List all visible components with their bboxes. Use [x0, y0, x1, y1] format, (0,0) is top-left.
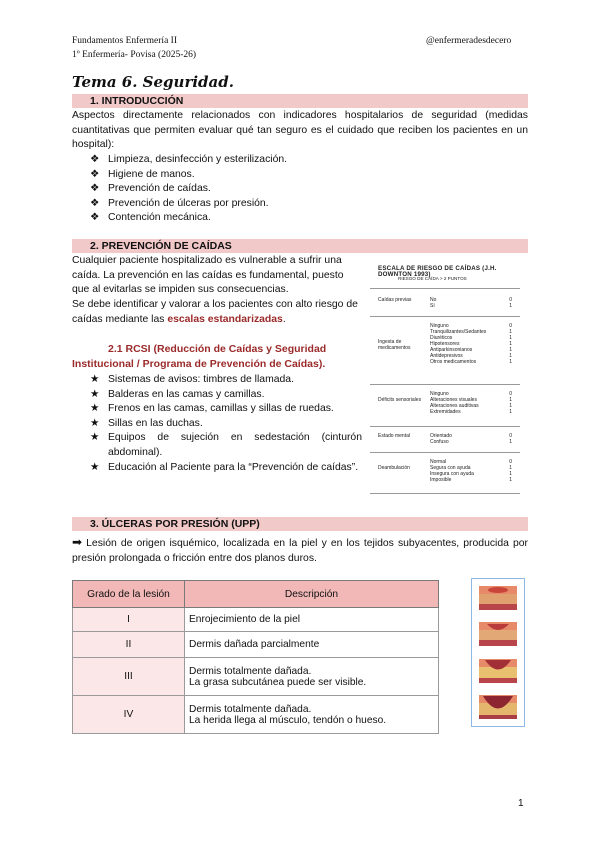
star-bullet-icon: ★	[90, 374, 100, 385]
table-header-row	[73, 581, 439, 608]
table-row	[73, 632, 439, 658]
star-bullet-icon: ★	[90, 432, 100, 444]
falls-para-2: Se debe identificar y valorar a los pacientes con alto riesgo de caídas mediante las escalas estandarizadas.	[72, 299, 358, 325]
diamond-bullet-icon: ❖	[90, 212, 100, 224]
list-item: ★ Equipos de sujeción en sedestación (cinturón abdominal).	[90, 432, 362, 458]
ulcer-stage-4-icon	[477, 691, 519, 721]
falls-para-1: Cualquier paciente hospitalizado es vulnerable a sufrir una caída. La prevención en las caídas es fundamental, puesto que al evitarlas se impiden sus consecuencias.	[72, 255, 344, 296]
star-bullet-icon: ★	[90, 388, 100, 400]
upp-table	[72, 580, 439, 734]
highlight-text: escalas estandarizadas	[167, 313, 283, 325]
header-sub: 1º Enfermería- Povisa (2025-26)	[72, 50, 197, 60]
desc-cell: Dermis dañada parcialmente	[185, 632, 439, 658]
list-item: ❖ Higiene de manos.	[108, 168, 287, 183]
scale-row: Caídas previas No Sí 0 1	[370, 288, 520, 317]
list-item: ★ Balderas en las camas y camillas.	[108, 388, 362, 403]
list-item: ★ Frenos en las camas, camillas y sillas de ruedas.	[108, 402, 362, 417]
grade-cell: II	[73, 632, 185, 658]
section-2-heading: 2. PREVENCIÓN DE CAÍDAS	[90, 240, 232, 252]
grade-cell: IV	[73, 696, 185, 734]
diamond-bullet-icon: ❖	[90, 168, 100, 180]
desc-cell: Dermis totalmente dañada. La herida llega al músculo, tendón o hueso.	[185, 696, 439, 734]
list-item: ❖ Limpieza, desinfección y esterilización.	[108, 153, 287, 168]
scale-row: Estado mental Orientado Confuso 0 1	[370, 426, 520, 453]
scale-row: Deambulación Normal Segura con ayuda Insegura con ayuda Imposible 0 1 1 1	[370, 452, 520, 494]
rcsi-heading-2: Institucional / Programa de Prevención de Caídas).	[72, 358, 326, 370]
header-course: Fundamentos Enfermería II	[72, 36, 177, 46]
table-header: Descripción	[185, 581, 439, 608]
fall-risk-scale	[370, 262, 520, 494]
table-header: Grado de la lesión	[73, 581, 185, 608]
desc-cell: Enrojecimiento de la piel	[185, 608, 439, 632]
ulcer-stage-3-icon	[477, 655, 519, 685]
diamond-bullet-icon: ❖	[90, 154, 100, 165]
section-1-heading: 1. INTRODUCCIÓN	[90, 95, 184, 107]
page-title: Tema 6. Seguridad.	[72, 73, 234, 91]
ulcer-stage-2-icon	[477, 618, 519, 648]
header-handle: @enfermeradesdecero	[426, 36, 512, 46]
ulcer-stages-image	[471, 578, 525, 727]
scale-row: Ingesta de medicamentos Ninguno Tranquilizantes/Sedantes Diuréticos Hipotensores Antiparkinsonianos Antidepresivos Otros medicamentos 0 1 1 1 1 1 1	[370, 316, 520, 385]
intro-text: Aspectos directamente relacionados con indicadores hospitalarios de seguridad (medidas cuantitativas que permiten evaluar qué tan seguro es el cuidado que reciben los pacientes en un hospital):	[72, 110, 528, 151]
list-item: ❖ Contención mecánica.	[108, 211, 287, 226]
diamond-bullet-icon: ❖	[90, 197, 100, 209]
intro-list	[90, 153, 288, 226]
rcsi-heading-1: 2.1 RCSI (Reducción de Caídas y Seguridad	[108, 343, 327, 355]
ulcer-stage-1-icon	[477, 582, 519, 612]
section-3-heading: 3. ÚLCERAS POR PRESIÓN (UPP)	[90, 518, 260, 530]
desc-cell: Dermis totalmente dañada. La grasa subcutánea puede ser visible.	[185, 658, 439, 696]
upp-text: ➡ Lesión de origen isquémico, localizada en la piel y en los tejidos subyacentes, producida por presión prolongada o fricción entre dos planos duros.	[72, 535, 529, 564]
diamond-bullet-icon: ❖	[90, 183, 100, 195]
list-item: ❖ Prevención de caídas.	[108, 182, 287, 197]
arrow-right-icon: ➡	[72, 535, 83, 549]
list-item: ★ Educación al Paciente para la “Prevención de caídas”.	[108, 461, 362, 476]
star-bullet-icon: ★	[90, 461, 100, 473]
scale-row: Déficits sensoriales Ninguno Alteraciones visuales Alteraciones auditivas Extremidades 0 1 1 1	[370, 384, 520, 427]
grade-cell: III	[73, 658, 185, 696]
table-row	[73, 608, 439, 632]
list-item: ★ Sillas en las duchas.	[108, 417, 362, 432]
rcsi-list	[90, 373, 362, 475]
list-item: ❖ Prevención de úlceras por presión.	[108, 197, 287, 212]
table-row	[73, 658, 439, 696]
star-bullet-icon: ★	[90, 417, 100, 429]
scale-subtitle: RIESGO DE CAÍDA > 2 PUNTOS	[398, 276, 467, 281]
table-row	[73, 696, 439, 734]
list-item: ★ Sistemas de avisos: timbres de llamada.	[108, 373, 362, 388]
page-number: 1	[518, 798, 524, 809]
scale-title: ESCALA DE RIESGO DE CAÍDAS (J.H. DOWNTON 1993)	[378, 265, 497, 278]
star-bullet-icon: ★	[90, 403, 100, 415]
grade-cell: I	[73, 608, 185, 632]
